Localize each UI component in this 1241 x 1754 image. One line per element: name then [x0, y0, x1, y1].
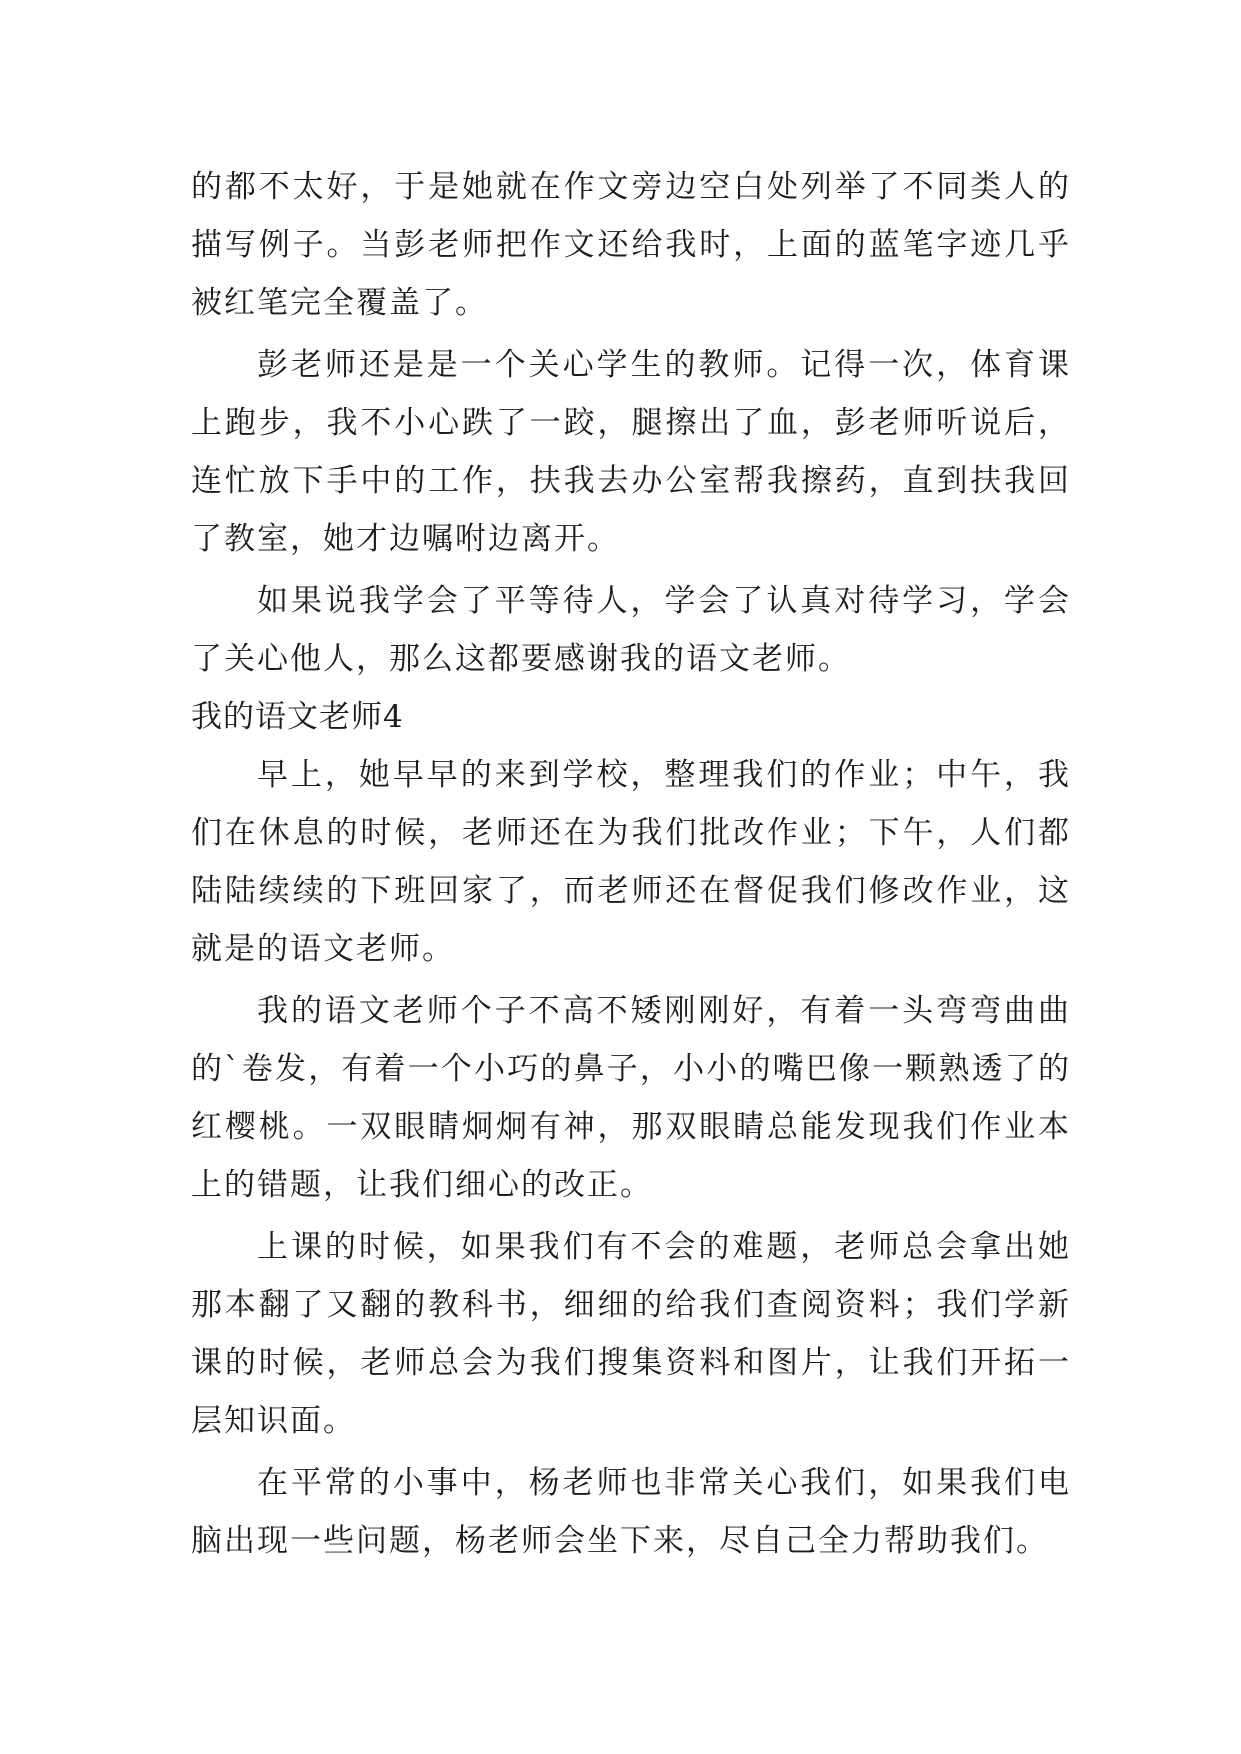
paragraph-5: 我的语文老师个子不高不矮刚刚好，有着一头弯弯曲曲的`卷发，有着一个小巧的鼻子，小小的嘴巴像一颗熟透了的红樱桃。一双眼睛炯炯有神，那双眼睛总能发现我们作业本上的错题，让我们细心的改正。 — [191, 993, 1071, 1203]
paragraph-4: 早上，她早早的来到学校，整理我们的作业；中午，我们在休息的时候，老师还在为我们批改作业；下午，人们都陆陆续续的下班回家了，而老师还在督促我们修改作业，这就是的语文老师。 — [191, 757, 1071, 967]
section-heading: 我的语文老师4 — [191, 699, 404, 735]
document-body — [191, 158, 1071, 1570]
paragraph-1: 的都不太好，于是她就在作文旁边空白处列举了不同类人的描写例子。当彭老师把作文还给我时，上面的蓝笔字迹几乎被红笔完全覆盖了。 — [191, 169, 1071, 321]
paragraph-6: 上课的时候，如果我们有不会的难题，老师总会拿出她那本翻了又翻的教科书，细细的给我们查阅资料；我们学新课的时候，老师总会为我们搜集资料和图片，让我们开拓一层知识面。 — [191, 1229, 1071, 1439]
paragraph-3: 如果说我学会了平等待人，学会了认真对待学习，学会了关心他人，那么这都要感谢我的语文老师。 — [191, 583, 1071, 677]
paragraph-2: 彭老师还是是一个关心学生的教师。记得一次，体育课上跑步，我不小心跌了一跤，腿擦出了血，彭老师听说后，连忙放下手中的工作，扶我去办公室帮我擦药，直到扶我回了教室，她才边嘱咐边离开。 — [191, 347, 1071, 557]
paragraph-7: 在平常的小事中，杨老师也非常关心我们，如果我们电脑出现一些问题，杨老师会坐下来，尽自己全力帮助我们。 — [191, 1465, 1071, 1559]
